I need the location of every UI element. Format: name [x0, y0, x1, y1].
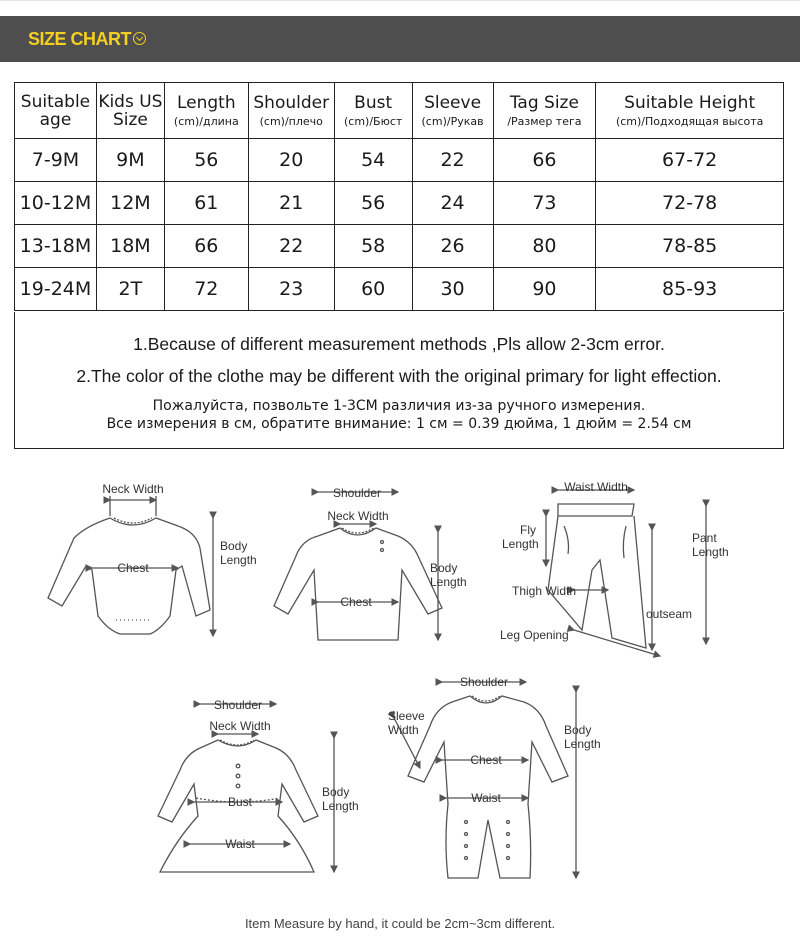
header-suitable-age: Suitable age	[15, 83, 97, 139]
romper-chest-label: Chest	[470, 753, 502, 767]
pants-diagram	[546, 490, 706, 656]
cell-sleeve: 26	[412, 225, 493, 268]
dress-body-label-2: Length	[322, 799, 359, 813]
cell-bust: 58	[334, 225, 412, 268]
note-color-difference: 2.The color of the clothe may be different with the original primary for light effection.	[76, 366, 722, 386]
cell-shoulder: 22	[248, 225, 334, 268]
romper-shoulder-label: Shoulder	[459, 675, 509, 689]
measurement-diagrams	[0, 470, 800, 910]
bodysuit-body-label-1: Body	[220, 539, 248, 553]
cell-sleeve: 30	[412, 268, 493, 311]
romper-sleeve-label-1: Sleeve	[388, 709, 425, 723]
bodysuit-neck-label: Neck Width	[102, 482, 164, 496]
note-measurement-error: 1.Because of different measurement methods ,Pls allow 2-3cm error.	[133, 334, 665, 354]
dress-bust-label: Bust	[227, 795, 253, 809]
dress-neck-label: Neck Width	[209, 719, 271, 733]
header-suitable-height: Suitable Height (cm)/Подходящая высота	[596, 83, 784, 139]
cell-height: 78-85	[596, 225, 784, 268]
shirt-shoulder-label: Shoulder	[332, 486, 382, 500]
cell-age: 7-9M	[15, 139, 97, 182]
dress-waist-label: Waist	[225, 837, 255, 851]
table-header-row	[15, 83, 784, 139]
cell-age: 19-24M	[15, 268, 97, 311]
footer-note: Item Measure by hand, it could be 2cm~3cm different.	[244, 916, 556, 931]
header-sleeve: Sleeve (cm)/Рукав	[412, 83, 493, 139]
pants-thigh-label: Thigh Width	[512, 584, 577, 598]
cell-length: 72	[164, 268, 248, 311]
pants-waist-label: Waist Width	[564, 480, 628, 494]
shirt-body-label-1: Body	[430, 561, 458, 575]
bodysuit-chest-label: Chest	[117, 561, 149, 575]
dress-shoulder-label: Shoulder	[213, 698, 263, 712]
romper-body-label-2: Length	[564, 737, 601, 751]
cell-sleeve: 22	[412, 139, 493, 182]
notes-box	[14, 312, 784, 449]
pants-leg-label: Leg Opening	[500, 628, 569, 642]
shirt-neck-label: Neck Width	[327, 509, 389, 523]
header-shoulder: Shoulder (cm)/плечо	[248, 83, 334, 139]
cell-bust: 60	[334, 268, 412, 311]
pants-pant-label-1: Pant	[692, 531, 717, 545]
header-length: Length (cm)/длина	[164, 83, 248, 139]
cell-bust: 56	[334, 182, 412, 225]
top-divider	[0, 0, 800, 1]
cell-age: 10-12M	[15, 182, 97, 225]
pants-outseam-label: outseam	[646, 607, 693, 621]
table-row	[15, 182, 784, 225]
cell-tag-size: 90	[493, 268, 596, 311]
cell-us-size: 2T	[96, 268, 164, 311]
header-bust: Bust (cm)/Бюст	[334, 83, 412, 139]
cell-us-size: 9M	[96, 139, 164, 182]
cell-sleeve: 24	[412, 182, 493, 225]
romper-waist-label: Waist	[471, 791, 501, 805]
pants-fly-label-1: Fly	[520, 523, 536, 537]
cell-length: 66	[164, 225, 248, 268]
note-russian-2: Все измерения в см, обратите внимание: 1 см = 0.39 дюйма, 1 дюйм = 2.54 см	[106, 416, 692, 432]
cell-height: 72-78	[596, 182, 784, 225]
romper-sleeve-label-2: Width	[388, 723, 419, 737]
shirt-chest-label: Chest	[340, 595, 372, 609]
cell-tag-size: 80	[493, 225, 596, 268]
cell-length: 56	[164, 139, 248, 182]
cell-shoulder: 20	[248, 139, 334, 182]
cell-tag-size: 66	[493, 139, 596, 182]
table-row	[15, 139, 784, 182]
cell-height: 85-93	[596, 268, 784, 311]
cell-bust: 54	[334, 139, 412, 182]
size-table	[14, 82, 784, 311]
cell-length: 61	[164, 182, 248, 225]
dress-body-label-1: Body	[322, 785, 350, 799]
header-title: SIZE CHART	[28, 29, 131, 49]
size-chart-header	[0, 16, 800, 62]
cell-shoulder: 23	[248, 268, 334, 311]
cell-us-size: 18M	[96, 225, 164, 268]
cell-height: 67-72	[596, 139, 784, 182]
pants-pant-label-2: Length	[692, 545, 729, 559]
note-russian-1: Пожалуйста, позвольте 1-3CM различия из-за ручного измерения.	[152, 398, 646, 414]
table-row	[15, 268, 784, 311]
chevron-down-icon	[133, 32, 146, 45]
header-kids-us-size: Kids US Size	[96, 83, 164, 139]
shirt-body-label-2: Length	[430, 575, 467, 589]
romper-body-label-1: Body	[564, 723, 592, 737]
cell-tag-size: 73	[493, 182, 596, 225]
table-row	[15, 225, 784, 268]
pants-fly-label-2: Length	[502, 537, 539, 551]
cell-shoulder: 21	[248, 182, 334, 225]
bodysuit-body-label-2: Length	[220, 553, 257, 567]
header-tag-size: Tag Size /Размер тега	[493, 83, 596, 139]
cell-age: 13-18M	[15, 225, 97, 268]
cell-us-size: 12M	[96, 182, 164, 225]
